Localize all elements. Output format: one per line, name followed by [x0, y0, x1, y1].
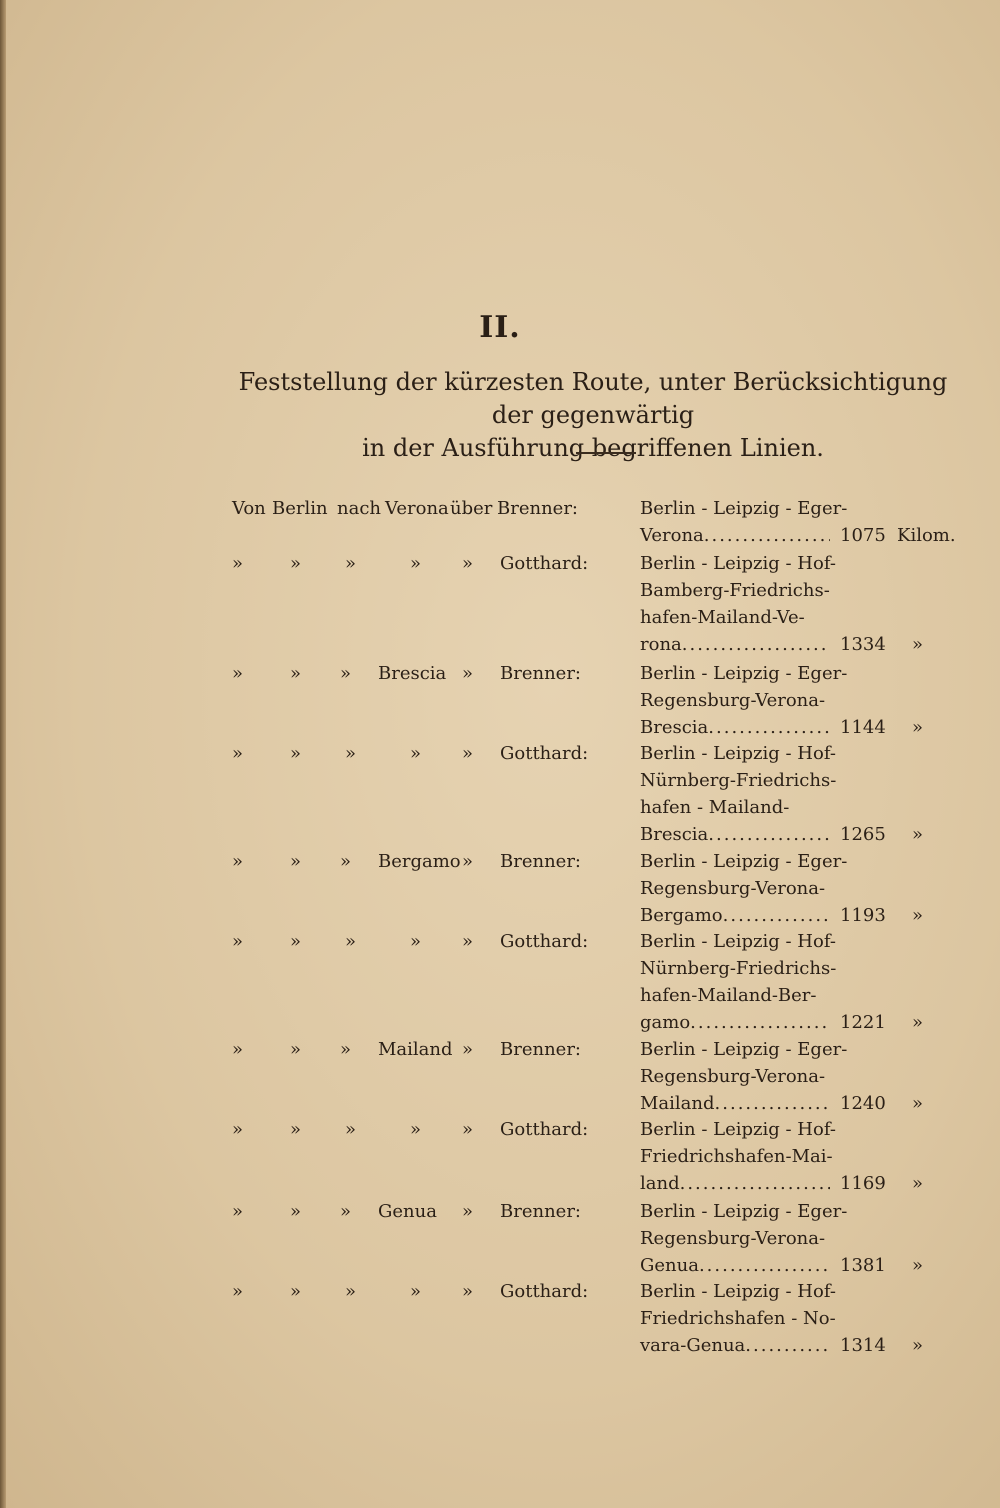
route-description: [640, 740, 837, 848]
dot-leader: [723, 902, 830, 929]
destination-city: Brescia: [378, 663, 447, 684]
ditto-mark: »: [232, 743, 244, 764]
dot-leader: [708, 821, 830, 848]
ditto-mark: »: [462, 743, 474, 764]
nach-label: nach: [337, 498, 381, 519]
ditto-mark: »: [232, 1201, 244, 1222]
route-last-line: [640, 1252, 830, 1279]
ditto-mark: »: [232, 663, 244, 684]
route-line: Friedrichshafen - No-: [640, 1308, 836, 1329]
route-line: Berlin - Leipzig - Hof-: [640, 553, 836, 574]
route-line: Berlin - Leipzig - Eger-: [640, 1201, 848, 1222]
ditto-mark: »: [290, 1039, 302, 1060]
ditto-mark: »: [410, 931, 422, 952]
ditto-mark: »: [410, 553, 422, 574]
route-line: Regensburg-Verona-: [640, 1066, 826, 1087]
dot-leader: [680, 1170, 830, 1197]
pass-name: Gotthard:: [500, 743, 589, 764]
ditto-mark: »: [340, 663, 352, 684]
section-heading: [232, 366, 954, 465]
dot-leader: [704, 522, 830, 549]
ditto-mark: »: [290, 931, 302, 952]
heading-line-2: in der Ausführung begriffenen Linien.: [362, 434, 824, 462]
distance-unit-ditto: »: [912, 824, 924, 845]
distance-km: 1075: [840, 525, 886, 546]
distance-unit-ditto: »: [912, 1335, 924, 1356]
distance-unit-ditto: »: [912, 905, 924, 926]
route-line: Regensburg-Verona-: [640, 878, 826, 899]
route-line: hafen-Mailand-Ve-: [640, 607, 805, 628]
ditto-mark: »: [340, 1201, 352, 1222]
route-line: Berlin - Leipzig - Hof-: [640, 931, 836, 952]
distance-unit-ditto: »: [912, 1255, 924, 1276]
route-line: Friedrichshafen-Mai-: [640, 1146, 833, 1167]
ditto-mark: »: [462, 1281, 474, 1302]
ditto-mark: »: [462, 553, 474, 574]
distance-km: 1314: [840, 1335, 886, 1356]
route-last-text: Brescia: [640, 717, 709, 738]
ditto-mark: »: [232, 1119, 244, 1140]
pass-name: Gotthard:: [500, 1281, 589, 1302]
pass-name: Brenner:: [500, 663, 581, 684]
distance-unit-ditto: »: [912, 1012, 924, 1033]
route-line: Berlin - Leipzig - Eger-: [640, 1039, 848, 1060]
ditto-mark: »: [290, 851, 302, 872]
pass-name: Gotthard:: [500, 1119, 589, 1140]
ditto-mark: »: [410, 1281, 422, 1302]
pass-name: Gotthard:: [500, 931, 589, 952]
ditto-mark: »: [232, 553, 244, 574]
distance-unit-ditto: »: [912, 1173, 924, 1194]
ditto-mark: »: [345, 553, 357, 574]
destination-city: Bergamo: [378, 851, 461, 872]
ditto-mark: »: [345, 931, 357, 952]
route-last-text: gamo: [640, 1012, 691, 1033]
dot-leader: [690, 1009, 830, 1036]
route-last-text: Genua: [640, 1255, 699, 1276]
route-description: [640, 1198, 848, 1279]
ditto-mark: »: [462, 1039, 474, 1060]
route-line: Berlin - Leipzig - Hof-: [640, 1281, 836, 1302]
route-last-text: vara-Genua: [640, 1335, 746, 1356]
ditto-mark: »: [340, 851, 352, 872]
distance-km: 1334: [840, 634, 886, 655]
route-line: hafen - Mailand-: [640, 797, 790, 818]
distance-unit-ditto: »: [912, 1093, 924, 1114]
ditto-mark: »: [462, 663, 474, 684]
route-last-line: [640, 1332, 830, 1359]
ditto-mark: »: [345, 1119, 357, 1140]
route-description: [640, 495, 848, 549]
dot-leader: [682, 631, 830, 658]
route-last-text: rona: [640, 634, 682, 655]
route-description: [640, 928, 837, 1036]
ditto-mark: »: [345, 743, 357, 764]
ditto-mark: »: [290, 553, 302, 574]
route-last-line: [640, 902, 830, 929]
destination-city: Verona: [385, 498, 449, 519]
heading-divider: [576, 452, 636, 454]
ditto-mark: »: [462, 1119, 474, 1140]
distance-km: 1240: [840, 1093, 886, 1114]
route-last-line: [640, 1090, 830, 1117]
page-binding-edge: [0, 0, 6, 1508]
heading-line-1: Feststellung der kürzesten Route, unter Berücksichtigung der gegenwärtig: [238, 368, 948, 429]
dot-leader: [699, 1252, 830, 1279]
route-last-line: [640, 631, 830, 658]
ditto-mark: »: [290, 1281, 302, 1302]
ditto-mark: »: [290, 743, 302, 764]
route-last-line: [640, 1170, 830, 1197]
ditto-mark: »: [290, 1119, 302, 1140]
route-line: Nürnberg-Friedrichs-: [640, 958, 837, 979]
route-line: Berlin - Leipzig - Eger-: [640, 663, 848, 684]
route-last-line: [640, 1009, 830, 1036]
route-line: Regensburg-Verona-: [640, 690, 826, 711]
distance-km: 1193: [840, 905, 886, 926]
route-last-text: Bergamo: [640, 905, 723, 926]
route-description: [640, 1278, 836, 1359]
origin-city: Berlin: [272, 498, 328, 519]
pass-name: Brenner:: [500, 851, 581, 872]
ditto-mark: »: [410, 1119, 422, 1140]
ueber-label: über: [450, 498, 493, 519]
pass-name: Brenner:: [500, 1039, 581, 1060]
route-line: Regensburg-Verona-: [640, 1228, 826, 1249]
pass-name: Brenner:: [497, 498, 578, 519]
route-last-line: [640, 821, 830, 848]
pass-name: Gotthard:: [500, 553, 589, 574]
ditto-mark: »: [290, 663, 302, 684]
ditto-mark: »: [232, 851, 244, 872]
distance-km: 1144: [840, 717, 886, 738]
dot-leader: [745, 1332, 830, 1359]
route-line: Berlin - Leipzig - Hof-: [640, 1119, 836, 1140]
distance-km: 1265: [840, 824, 886, 845]
ditto-mark: »: [232, 1281, 244, 1302]
route-description: [640, 848, 848, 929]
route-description: [640, 1116, 836, 1197]
destination-city: Mailand: [378, 1039, 453, 1060]
ditto-mark: »: [232, 931, 244, 952]
route-line: hafen-Mailand-Ber-: [640, 985, 817, 1006]
route-line: Berlin - Leipzig - Eger-: [640, 851, 848, 872]
route-last-text: Brescia: [640, 824, 709, 845]
route-last-line: [640, 714, 830, 741]
ditto-mark: »: [462, 851, 474, 872]
route-last-text: Verona: [640, 525, 704, 546]
route-description: [640, 550, 836, 658]
ditto-mark: »: [462, 931, 474, 952]
ditto-mark: »: [290, 1201, 302, 1222]
destination-city: Genua: [378, 1201, 437, 1222]
distance-km: 1381: [840, 1255, 886, 1276]
dot-leader: [708, 714, 830, 741]
distance-km: 1169: [840, 1173, 886, 1194]
section-numeral: II.: [479, 310, 521, 345]
route-line: Berlin - Leipzig - Hof-: [640, 743, 836, 764]
route-description: [640, 1036, 848, 1117]
route-last-line: [640, 522, 830, 549]
ditto-mark: »: [462, 1201, 474, 1222]
pass-name: Brenner:: [500, 1201, 581, 1222]
distance-km: 1221: [840, 1012, 886, 1033]
distance-unit: Kilom.: [897, 525, 956, 546]
dot-leader: [715, 1090, 830, 1117]
distance-unit-ditto: »: [912, 717, 924, 738]
ditto-mark: »: [340, 1039, 352, 1060]
ditto-mark: »: [410, 743, 422, 764]
route-last-text: Mailand: [640, 1093, 715, 1114]
route-last-text: land: [640, 1173, 680, 1194]
distance-unit-ditto: »: [912, 634, 924, 655]
ditto-mark: »: [345, 1281, 357, 1302]
ditto-mark: »: [232, 1039, 244, 1060]
route-line: Bamberg-Friedrichs-: [640, 580, 830, 601]
route-description: [640, 660, 848, 741]
von-label: Von: [232, 498, 266, 519]
route-line: Berlin - Leipzig - Eger-: [640, 498, 848, 519]
route-line: Nürnberg-Friedrichs-: [640, 770, 837, 791]
